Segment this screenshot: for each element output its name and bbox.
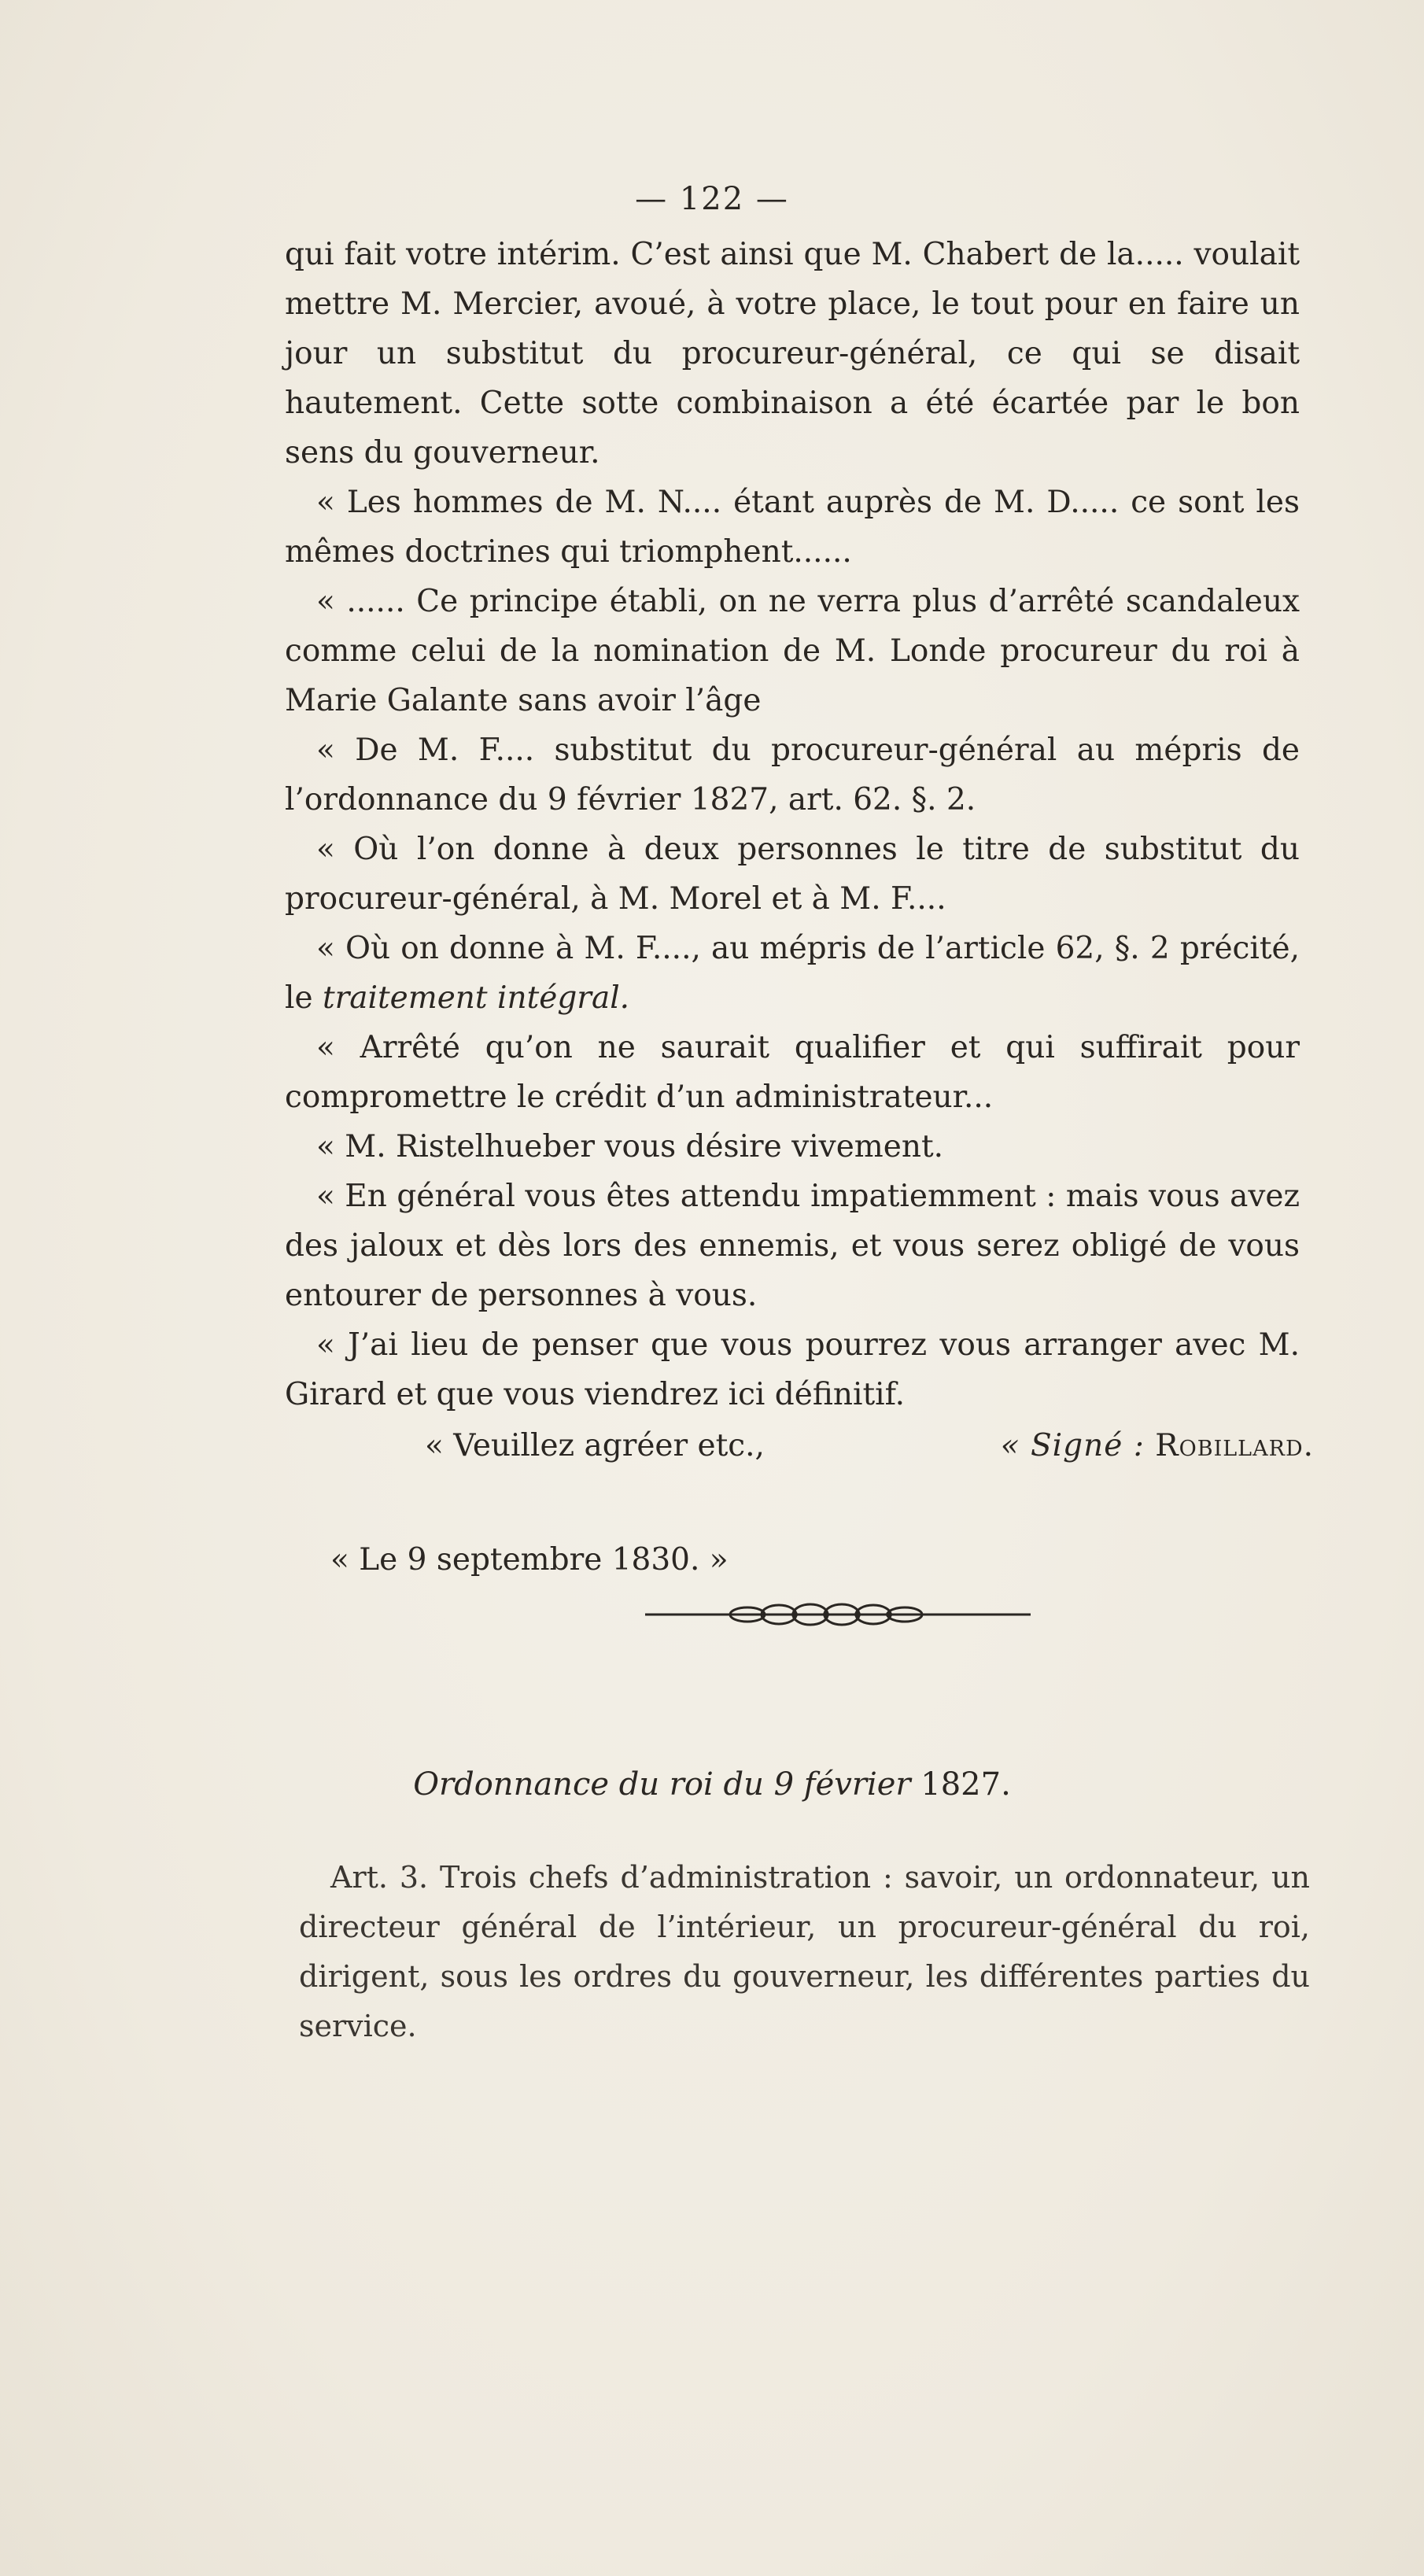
paragraph: qui fait votre intérim. C’est ainsi que M. Chabert de la..... voulait mettre M. Mercier, avoué, à votre place, le tout pour en faire un jour un substitut du procureur-général, ce qui se disait hautement. Cette sotte combinaison a été écartée par le bon sens du gouverneur.	[285, 237, 1300, 471]
letter-body	[285, 230, 1300, 1419]
signature	[1001, 1428, 1314, 1463]
signature-line	[425, 1428, 1314, 1463]
section-heading	[0, 1766, 1424, 1803]
italic-phrase: traitement intégral.	[322, 980, 630, 1016]
signer-name: Robillard.	[1155, 1428, 1314, 1463]
paragraph: « Où l’on donne à deux personnes le titre de substitut du procureur-général, à M. Morel et à M. F....	[285, 832, 1300, 917]
heading-title: Ordonnance du roi du 9 février	[413, 1766, 911, 1803]
article-text	[299, 1853, 1310, 2051]
page-number: — 122 —	[635, 181, 789, 217]
letter-date: « Le 9 septembre 1830. »	[330, 1542, 729, 1578]
heading-year: 1827.	[920, 1766, 1011, 1803]
paragraph: « De M. F.... substitut du procureur-général au mépris de l’ordonnance du 9 février 1827, art. 62. §. 2.	[285, 733, 1300, 817]
paragraph: « Arrêté qu’on ne saurait qualifier et qui suffirait pour compromettre le crédit d’un administrateur...	[285, 1030, 1300, 1115]
paragraph	[285, 924, 1300, 1023]
paragraph: « J’ai lieu de penser que vous pourrez vous arranger avec M. Girard et que vous viendrez ici définitif.	[285, 1327, 1300, 1412]
paragraph: « M. Ristelhueber vous désire vivement.	[316, 1129, 944, 1164]
paragraph: « ...... Ce principe établi, on ne verra plus d’arrêté scandaleux comme celui de la nomination de M. Londe procureur du roi à Marie Galante sans avoir l’âge	[285, 584, 1300, 718]
ornament-divider-icon	[645, 1599, 1031, 1630]
paragraph-text: « Où on donne à M. F...., au mépris de l’article 62, §. 2 précité, le	[285, 931, 1300, 1016]
paragraph: « En général vous êtes attendu impatiemment : mais vous avez des jaloux et dès lors des ennemis, et vous serez obligé de vous entourer de personnes à vous.	[285, 1179, 1300, 1313]
paragraph: Art. 3. Trois chefs d’administration : savoir, un ordonnateur, un directeur général de l’intérieur, un procureur-général du roi, dirigent, sous les ordres du gouverneur, les différentes parties du service.	[299, 1860, 1310, 2043]
signed-label: « Signé :	[1000, 1428, 1145, 1463]
paragraph: « Les hommes de M. N.... étant auprès de M. D..... ce sont les mêmes doctrines qui triomphent......	[285, 485, 1300, 570]
closing-formula: « Veuillez agréer etc.,	[425, 1428, 765, 1463]
